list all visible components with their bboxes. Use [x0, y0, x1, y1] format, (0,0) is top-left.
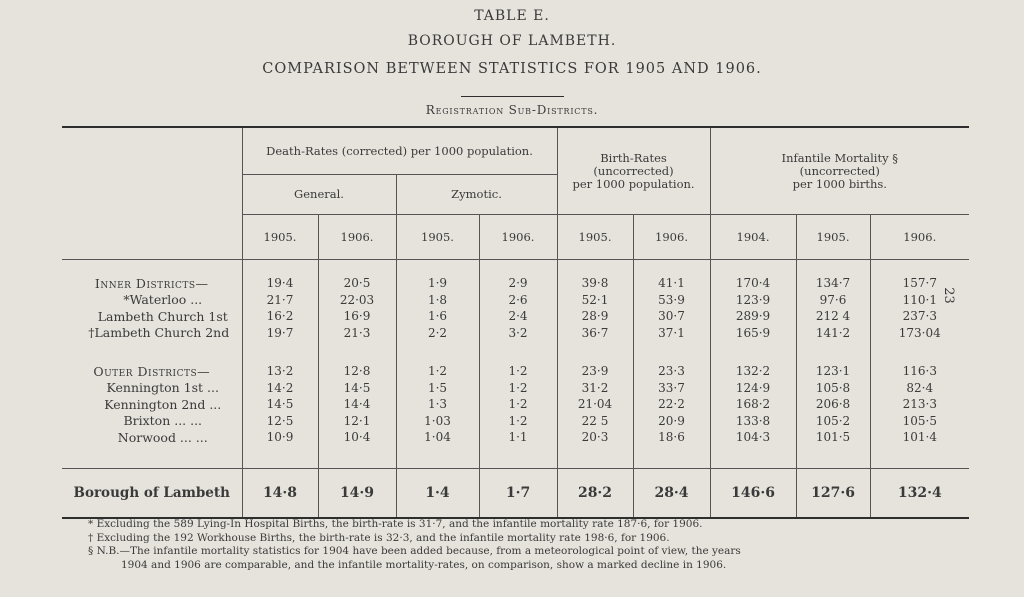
footnotes	[88, 518, 741, 572]
district-name: †Lambeth Church 2nd	[88, 325, 230, 341]
district-name: *Waterloo ...	[123, 292, 203, 308]
district-name: Lambeth Church 1st	[97, 308, 228, 324]
page-number: 23	[940, 287, 956, 304]
district-name: Kennington 2nd ...	[104, 396, 222, 412]
footnote: § N.B.—The infantile mortality statistics for 1904 have been added because, from a meteorological point of view, the years	[88, 545, 741, 557]
infant-mortality-header: Infantile Mortality § (uncorrected) per 1000 births.	[710, 127, 969, 215]
year-header: 1905.	[396, 215, 479, 260]
title-divider	[461, 96, 564, 97]
registration-subtitle: Registration Sub-Districts.	[425, 103, 599, 117]
table-title: TABLE E.	[474, 8, 550, 24]
general-header: General.	[242, 175, 396, 215]
comparison-title: COMPARISON BETWEEN STATISTICS FOR 1905 AND 1906.	[262, 61, 762, 77]
footnote: † Excluding the 192 Workhouse Births, the birth-rate is 32·3, and the infantile mortality rate 198·6, for 1906.	[88, 531, 670, 544]
outer-districts-label: Outer Districts—	[93, 363, 211, 379]
year-header: 1906.	[479, 215, 557, 260]
footnote: 1904 and 1906 are comparable, and the infantile mortality-rates, on comparison, show a marked decline in 1906.	[121, 558, 727, 571]
year-header: 1905.	[242, 215, 318, 260]
table-row: Kennington 1st ... 14·2 14·5 1·5 1·2 31·2 33·7 124·9 105·8 82·4	[62, 380, 969, 397]
table-row: Brixton ... ... 12·5 12·1 1·03 1·2 22 5 20·9 133·8 105·2 105·5	[62, 413, 969, 430]
year-header: 1905.	[557, 215, 633, 260]
inner-districts-label: Inner Districts—	[94, 275, 209, 291]
table-row: Kennington 2nd ... 14·5 14·4 1·3 1·2 21·04 22·2 168·2 206·8 213·3	[62, 396, 969, 413]
district-name: Brixton ... ...	[123, 413, 203, 429]
table-row: Norwood ... ... 10·9 10·4 1·04 1·1 20·3 18·6 104·3 101·5 101·4	[62, 429, 969, 446]
year-header: 1905.	[796, 215, 870, 260]
total-row: Borough of Lambeth 14·8 14·9 1·4 1·7 28·2 28·4 146·6 127·6 132·4	[62, 468, 969, 518]
borough-total-label: Borough of Lambeth	[62, 468, 242, 518]
statistics-table	[62, 126, 969, 519]
zymotic-header: Zymotic.	[396, 175, 557, 215]
death-rates-header: Death-Rates (corrected) per 1000 population.	[242, 127, 557, 175]
footnote: * Excluding the 589 Lying-In Hospital Births, the birth-rate is 31·7, and the infantile mortality rate 187·6, for 1906.	[88, 518, 703, 530]
table-row: Lambeth Church 1st 16·2 16·9 1·6 2·4 28·9 30·7 289·9 212 4 237·3	[62, 308, 969, 325]
borough-title: BOROUGH OF LAMBETH.	[407, 33, 617, 49]
table-row: †Lambeth Church 2nd 19·7 21·3 2·2 3·2 36·7 37·1 165·9 141·2 173·04	[62, 325, 969, 342]
header-row-groups	[62, 127, 969, 175]
year-header: 1906.	[318, 215, 396, 260]
table-row: *Waterloo ... 21·7 22·03 1·8 2·6 52·1 53·9 123·9 97·6 110·1	[62, 292, 969, 309]
year-header: 1904.	[710, 215, 796, 260]
district-name: Norwood ... ...	[117, 429, 208, 445]
district-name: Kennington 1st ...	[106, 380, 219, 396]
year-header: 1906.	[870, 215, 969, 260]
table-row: Inner Districts— 19·4 20·5 1·9 2·9 39·8 41·1 170·4 134·7 157·7	[62, 275, 969, 292]
table-row: Outer Districts— 13·2 12·8 1·2 1·2 23·9 23·3 132·2 123·1 116·3	[62, 363, 969, 380]
year-header: 1906.	[633, 215, 710, 260]
header-row-years	[62, 215, 969, 260]
birth-rates-header: Birth-Rates (uncorrected) per 1000 population.	[557, 127, 710, 215]
